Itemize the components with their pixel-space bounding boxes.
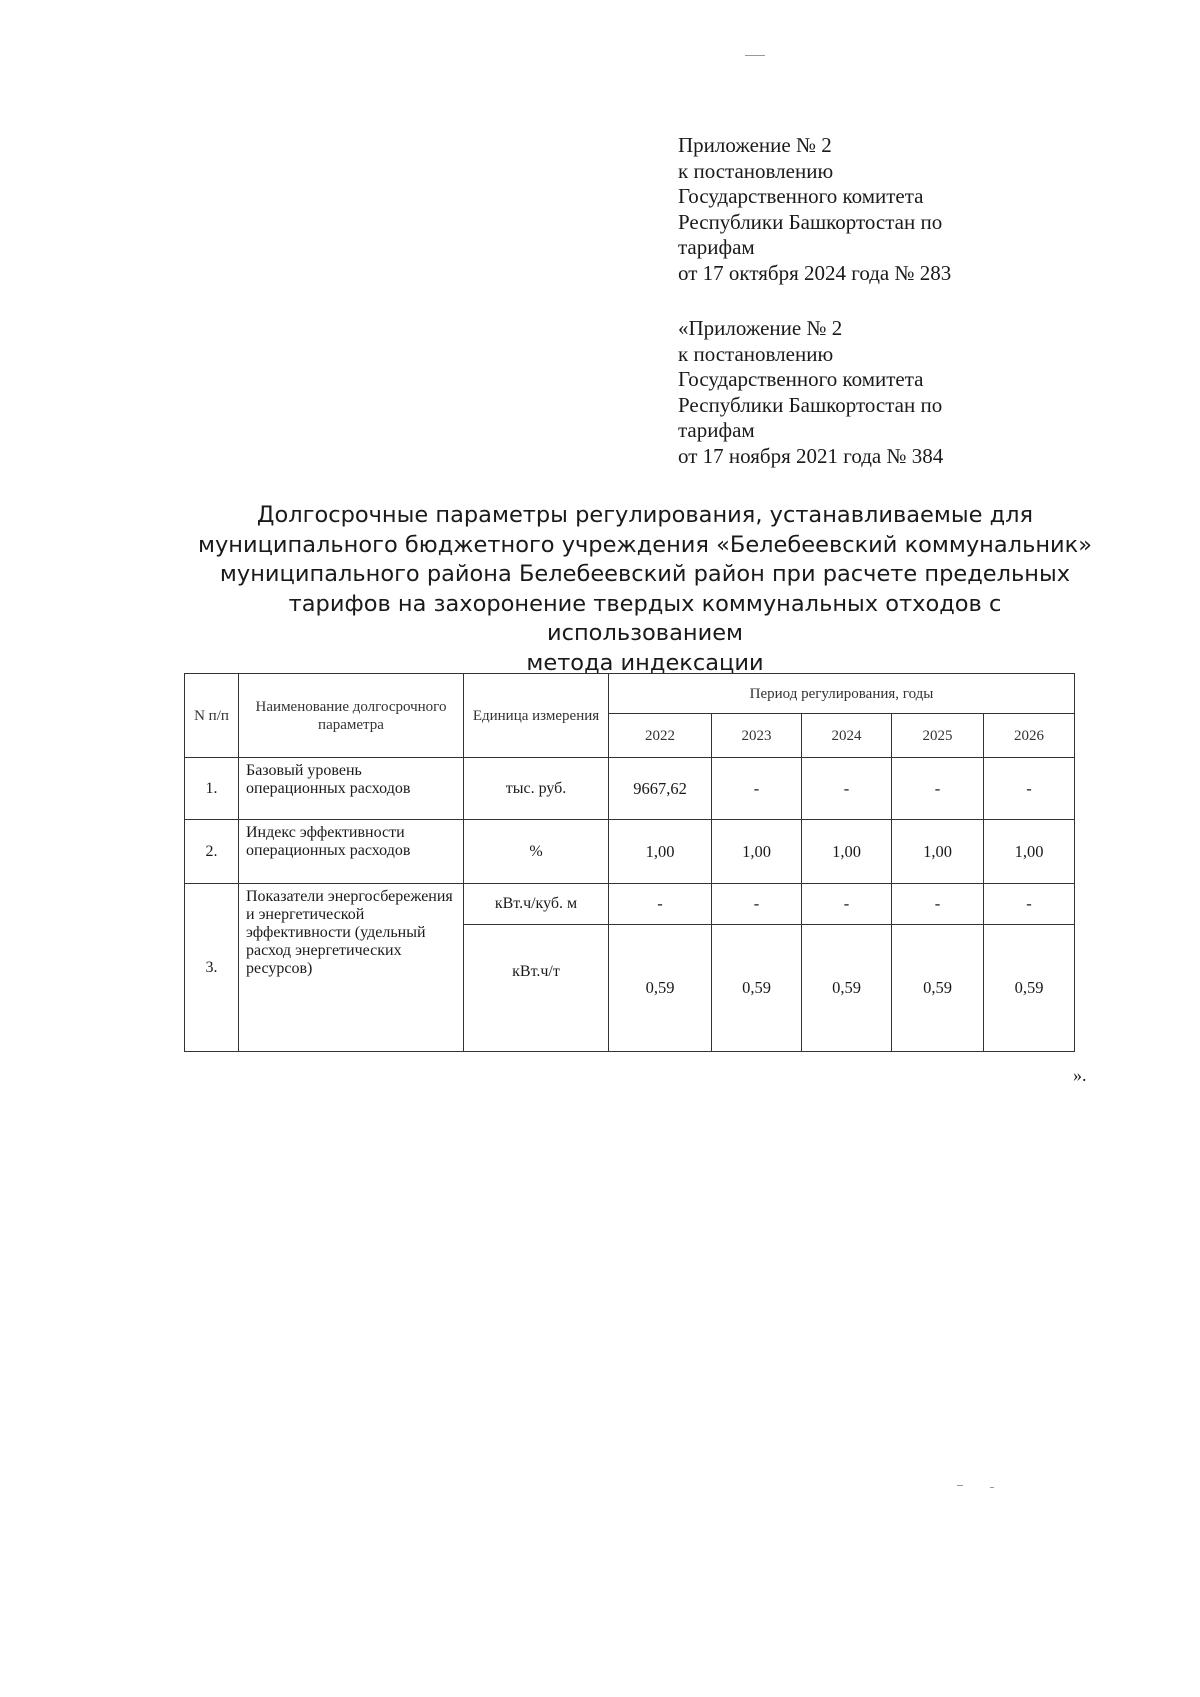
parameters-table [184, 673, 1075, 1052]
annex-line: Государственного комитета [678, 367, 924, 391]
row-num: 3. [185, 884, 239, 1052]
row-unit: % [464, 820, 609, 884]
document-title [190, 501, 1100, 678]
header-year: 2024 [802, 714, 892, 758]
title-line: муниципального района Белебеевский район при расчете предельных [219, 561, 1071, 587]
row-value: - [984, 758, 1075, 820]
annex-line: Республики Башкортостан по [678, 209, 943, 234]
header-period: Период регулирования, годы [609, 674, 1075, 714]
annex-previous-header [678, 316, 943, 469]
row-value: 0,59 [609, 925, 712, 1052]
row-value: 1,00 [802, 820, 892, 884]
annex-line: Приложение № 2 [678, 133, 832, 157]
annex-line: тарифам [678, 418, 755, 442]
header-num: N п/п [185, 674, 239, 758]
header-year: 2026 [984, 714, 1075, 758]
annex-line: к постановлению [678, 341, 834, 366]
scan-speck [957, 1485, 963, 1486]
row-value: 0,59 [984, 925, 1075, 1052]
row-value: - [802, 884, 892, 925]
row-num: 1. [185, 758, 239, 820]
annex-line: от 17 октября 2024 года № 283 [678, 260, 952, 285]
annex-line: «Приложение № 2 [678, 316, 843, 340]
scan-speck [745, 55, 765, 56]
annex-current-header [678, 133, 951, 286]
row-value: 0,59 [802, 925, 892, 1052]
row-value: - [712, 884, 802, 925]
title-line: муниципального бюджетного учреждения «Белебеевский коммунальник» [197, 531, 1093, 558]
table-row [185, 758, 1075, 820]
annex-line: Государственного комитета [678, 184, 924, 208]
row-unit: тыс. руб. [464, 758, 609, 820]
row-unit: кВт.ч/куб. м [464, 884, 609, 925]
row-value: 0,59 [712, 925, 802, 1052]
annex-line: тарифам [678, 235, 755, 259]
row-value: 0,59 [892, 925, 984, 1052]
row-value: 1,00 [984, 820, 1075, 884]
table-row [185, 884, 1075, 925]
row-value: - [984, 884, 1075, 925]
row-value: 1,00 [892, 820, 984, 884]
row-value: - [609, 884, 712, 925]
header-unit: Единица измерения [464, 674, 609, 758]
row-name: Показатели энергосбережения и энергетической эффективности (удельный расход энергетических ресурсов) [239, 884, 464, 1052]
header-year: 2022 [609, 714, 712, 758]
title-line: Долгосрочные параметры регулирования, устанавливаемые для [256, 502, 1034, 528]
scan-speck [990, 1487, 994, 1488]
header-name: Наименование долгосрочного параметра [239, 674, 464, 758]
row-value: - [802, 758, 892, 820]
row-num: 2. [185, 820, 239, 884]
title-line: метода индексации [526, 649, 764, 676]
row-unit: кВт.ч/т [464, 925, 609, 1052]
closing-quote-mark: ». [1073, 1065, 1087, 1085]
row-value: - [712, 758, 802, 820]
annex-line: к постановлению [678, 158, 834, 183]
row-value: 1,00 [609, 820, 712, 884]
row-name: Индекс эффективности операционных расходов [239, 820, 464, 884]
row-name: Базовый уровень операционных расходов [239, 758, 464, 820]
header-year: 2023 [712, 714, 802, 758]
annex-line: от 17 ноября 2021 года № 384 [678, 443, 944, 468]
header-year: 2025 [892, 714, 984, 758]
row-value: - [892, 884, 984, 925]
title-line: тарифов на захоронение твердых коммунальных отходов с использованием [288, 590, 1002, 646]
annex-line: Республики Башкортостан по [678, 392, 943, 417]
row-value: 9667,62 [609, 758, 712, 820]
row-value: - [892, 758, 984, 820]
row-value: 1,00 [712, 820, 802, 884]
table-row [185, 820, 1075, 884]
